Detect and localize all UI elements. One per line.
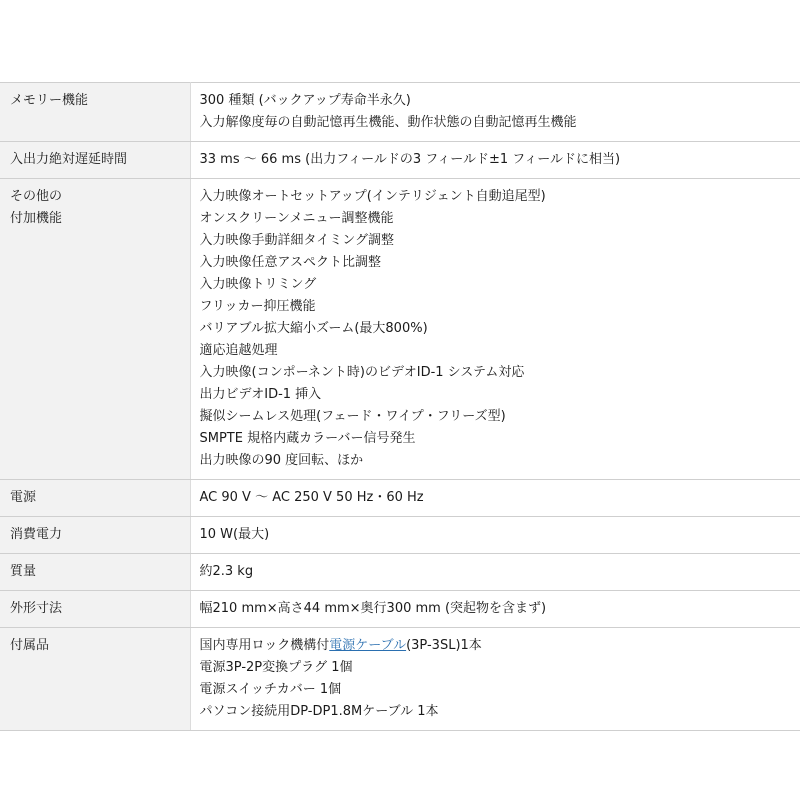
spec-label-text: 入出力絶対遅延時間 — [10, 152, 128, 167]
spec-label — [0, 517, 190, 554]
spec-value-line: 出力ビデオID-1 挿入 — [199, 387, 322, 402]
spec-value — [190, 591, 800, 628]
spec-value-line: 入力映像トリミング — [199, 277, 317, 292]
spec-row-mass — [0, 554, 800, 591]
spec-label — [0, 628, 190, 731]
spec-label-text: 質量 — [10, 564, 37, 579]
spec-value-line: 出力映像の90 度回転、ほか — [199, 453, 364, 468]
spec-label — [0, 142, 190, 179]
power-cable-link[interactable]: 電源ケーブル — [329, 638, 407, 653]
spec-label — [0, 480, 190, 517]
spec-value-line — [200, 635, 791, 657]
spec-value-line: 入力映像任意アスペクト比調整 — [199, 255, 381, 270]
spec-value-line: 幅210 mm×高さ44 mm×奥行300 mm (突起物を含まず) — [199, 601, 547, 616]
spec-value — [190, 517, 800, 554]
spec-value-line: 約2.3 kg — [199, 564, 254, 579]
spec-value-line: 擬似シームレス処理(フェード・ワイプ・フリーズ型) — [199, 409, 506, 424]
spec-row-accessories — [0, 628, 800, 731]
spec-value — [190, 83, 800, 142]
spec-value-line: 300 種類 (バックアップ寿命半永久) — [199, 93, 411, 108]
spec-label — [0, 591, 190, 628]
spec-label-text: 外形寸法 — [10, 601, 63, 616]
spec-value-line: 適応追越処理 — [199, 343, 278, 358]
spec-row-power — [0, 480, 800, 517]
accessory-text: (3P-3SL)1本 — [406, 638, 482, 653]
spec-value-line: 入力解像度毎の自動記憶再生機能、動作状態の自動記憶再生機能 — [199, 115, 577, 130]
spec-row-other-features — [0, 179, 800, 480]
spec-row-dimensions — [0, 591, 800, 628]
spec-label-text: 付加機能 — [10, 211, 63, 226]
spec-value-line: 入力映像オートセットアップ(インテリジェント自動追尾型) — [199, 189, 546, 204]
spec-value-line: 電源スイッチカバー 1個 — [199, 682, 342, 697]
spec-value — [190, 142, 800, 179]
spec-value-line: バリアブル拡大縮小ズーム(最大800%) — [199, 321, 428, 336]
spec-label — [0, 83, 190, 142]
spec-value — [190, 628, 800, 731]
spec-label-text: 付属品 — [10, 638, 50, 653]
spec-value — [190, 554, 800, 591]
accessory-text: 国内専用ロック機構付 — [199, 638, 330, 653]
spec-value-line: SMPTE 規格内蔵カラーバー信号発生 — [199, 431, 416, 446]
spec-row-consumption — [0, 517, 800, 554]
spec-value-line: フリッカー抑圧機能 — [199, 299, 316, 314]
spec-value-line: 33 ms 〜 66 ms (出力フィールドの3 フィールド±1 フィールドに相当) — [199, 152, 621, 167]
spec-label-text: その他の — [10, 189, 63, 204]
spec-row-latency — [0, 142, 800, 179]
spec-label — [0, 554, 190, 591]
spec-table — [0, 82, 800, 731]
spec-value-line: パソコン接続用DP-DP1.8Mケーブル 1本 — [199, 704, 439, 719]
spec-value — [190, 480, 800, 517]
spec-value-line: 電源3P-2P変換プラグ 1個 — [199, 660, 353, 675]
spec-label-text: 消費電力 — [10, 527, 63, 542]
spec-value-line: AC 90 V 〜 AC 250 V 50 Hz・60 Hz — [199, 490, 424, 505]
spec-value-line: 10 W(最大) — [199, 527, 270, 542]
spec-label-text: 電源 — [10, 490, 37, 505]
spec-label-text: メモリー機能 — [10, 93, 89, 108]
spec-value-line: 入力映像(コンポーネント時)のビデオID-1 システム対応 — [199, 365, 525, 380]
spec-label — [0, 179, 190, 480]
spec-row-memory — [0, 83, 800, 142]
spec-value-line: 入力映像手動詳細タイミング調整 — [199, 233, 394, 248]
spec-value-line: オンスクリーンメニュー調整機能 — [199, 211, 394, 226]
spec-value — [190, 179, 800, 480]
